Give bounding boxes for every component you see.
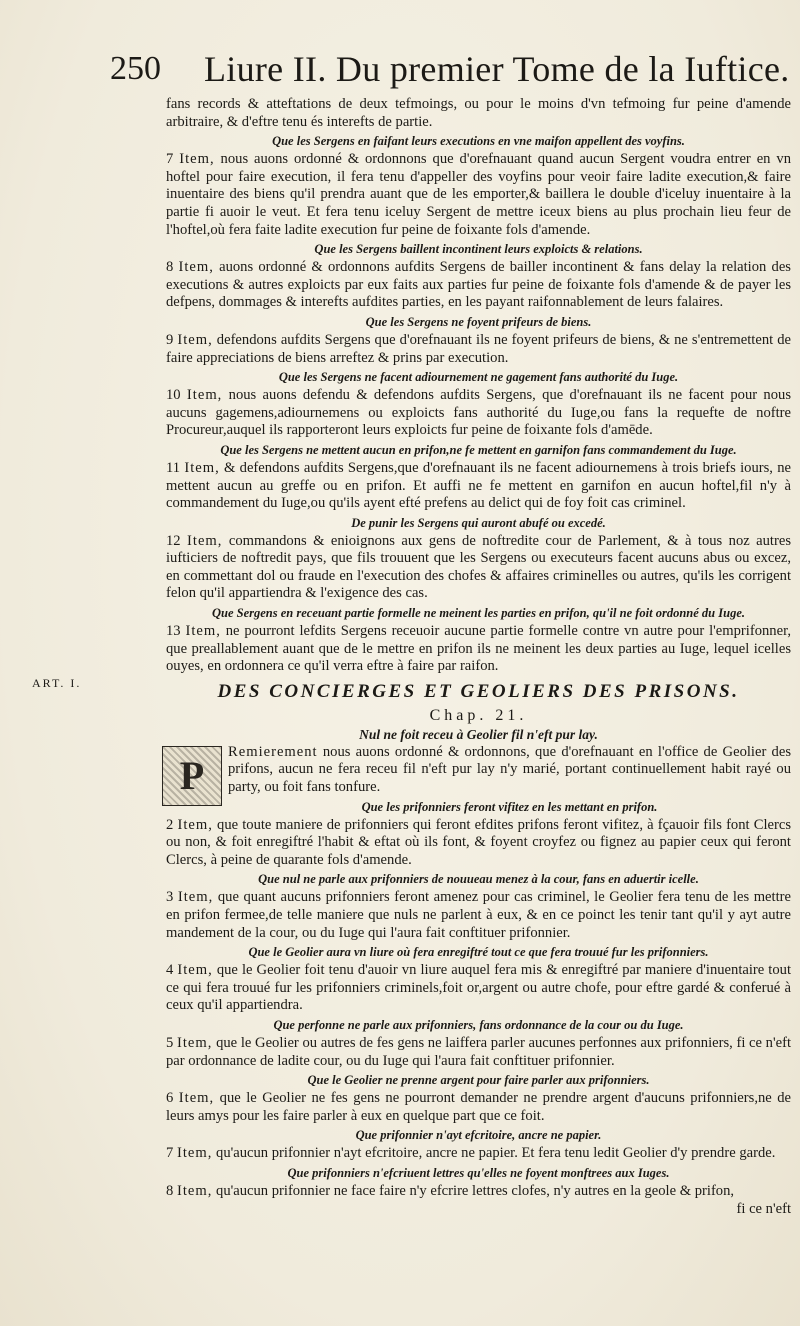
article-number: 10: [166, 387, 181, 404]
article-text: que le Geolier foit tenu d'auoir vn liure auquel fera mis & enregiftré par maniere d'inuentaire tout ce qui fera trouué fur les prifonniers criminels,foit or,argent ou autre chofe, pour eftre gardé & conferué à ceux qu'il appartiendra.: [166, 962, 791, 1014]
article-rubric: Que les Sergens en faifant leurs executions en vne maifon appellent des voyfins.: [272, 134, 685, 149]
page-header: [100, 48, 790, 88]
article-paragraph: [166, 151, 791, 239]
article-text: commandons & enioignons aux gens de noftredite cour de Parlement, & à tous noz autres iufticiers de noftredit pays, que fils trouuent que les Sergens ou executeurs facent aucuns abus ou excez, en commettant dol ou fraude en l'execution des chofes & affaires criminelles ou autres, qu'ils les corrigent felon qu'il appartiendra & l'exigence des cas.: [166, 532, 792, 602]
article-rubric: De punir les Sergens qui auront abufé ou excedé.: [351, 515, 606, 530]
article-number: 7: [166, 151, 174, 168]
article-text: que le Geolier ou autres de fes gens ne laiffera parler aucunes perfonnes aux prifonniers, fi ce n'eft par ordonnance de ladite cour, ou du Iuge qui l'aura fait conftituer prifonnier.: [166, 1034, 792, 1069]
article-paragraph: [166, 623, 791, 676]
article-rubric: Que les Sergens ne mettent aucun en prifon,ne fe mettent en garnifon fans commandement du Iuge.: [220, 442, 737, 457]
article-rubric: Que nul ne parle aux prifonniers de nouueau menez à la cour, fans en aduertir icelle.: [258, 872, 699, 887]
article-paragraph: [166, 962, 791, 1015]
article-paragraph: [166, 1035, 791, 1070]
article-rubric: Que les Sergens ne facent adiournement ne gagement fans authorité du Iuge.: [278, 370, 679, 385]
article-lead-word: Item,: [178, 259, 214, 276]
article-lead-word: Item,: [176, 1034, 213, 1051]
article-number: 11: [166, 459, 181, 476]
article-text: fans records & atteftations de deux tefmoings, ou pour le moins d'vn tefmoing fur peine d'amende arbitraire, & d'eftre tenu és interefts de partie.: [166, 96, 791, 130]
article-number: 3: [166, 889, 174, 906]
article-number: 7: [166, 1145, 174, 1162]
article-paragraph: [166, 387, 791, 440]
article-paragraph: [166, 817, 791, 870]
article-text: que le Geolier ne fes gens ne pourront demander ne prendre argent d'aucuns prifonniers,ne de leurs amys pour les faire parler à eux en quelque part que ce foit.: [166, 1090, 791, 1124]
article-lead-word: Item,: [177, 889, 214, 906]
article-number: 9: [166, 331, 174, 348]
article-rubric: Que le Geolier ne prenne argent pour faire parler aux prifonniers.: [307, 1073, 650, 1088]
article-lead-word: Item,: [179, 151, 215, 168]
article-lead-word: Item,: [177, 331, 213, 348]
article-text: nous auons defendu & defendons aufdits Sergens, que d'orefnauant ils ne facent pour nous aucuns gagemens,adiournemens ou exploicts fans authorité du Iuge,ou fans la requefte de noftre Procureur,auquel ils rapporteront leurs exploicts fur peine de foixante fols d'amēde.: [166, 387, 791, 439]
first-article-paragraph: [166, 744, 791, 797]
article-rubric: Que Sergens en receuant partie formelle ne meinent les parties en prifon, qu'il ne foit ordonné du Iuge.: [211, 606, 745, 621]
article-lead-word: Item,: [184, 459, 220, 476]
article-text: & defendons aufdits Sergens,que d'orefnauant ils ne facent adiournemens à trois briefs iours, ne mettent aucun au greffe ou en prifon. Et auffi ne fe mettent en garnifon en aucun hoftel,fil n'y à commandement du Iuge,ou qu'ils ayent efté prefens au delict qui de foy foit cas criminel.: [166, 459, 791, 512]
article-paragraph: [166, 889, 791, 942]
article-lead-word: Remierement: [228, 743, 318, 760]
running-title: Liure II. Du premier Tome de la Iuftice.: [204, 49, 790, 89]
article-number: 13: [166, 623, 181, 640]
article-text: que quant aucuns prifonniers feront amenez pour cas criminel, le Geolier fera tenu de les mettre en prifon fermee,de telle maniere que nuls ne parlent à eux, & en ce poinct les tenir tant qu'il y ayt autre mandement de la cour, ou du Iuge qui l'aura fait conftituer prifonnier.: [166, 889, 791, 941]
article-paragraph: [166, 1145, 791, 1163]
article-text: defendons aufdits Sergens que d'orefnauant ils ne foyent prifeurs de biens, & ne s'entremettent de faire appreciations de biens arreftez & prins par execution.: [166, 331, 791, 366]
article-text: nous auons ordonné & ordonnons, que d'orefnauant en l'office de Geolier des prifons, aucun ne fera receu fil n'eft pur lay n'y marié, portant continuellement habit rayé ou party, ou foit fans tonfure.: [228, 743, 791, 796]
chapter-rubric: Nul ne foit receu à Geolier fil n'eft pur lay.: [359, 726, 598, 742]
article-rubric: Que prifonniers n'efcriuent lettres qu'elles ne foyent monftrees aux Iuges.: [287, 1165, 670, 1180]
article-lead-word: Item,: [186, 387, 223, 404]
article-text: auons ordonné & ordonnons aufdits Sergens de bailler incontinent & fans delay la relation des executions & autres exploicts par eux faits aux parties fur peine de foixante fols d'amende & de payer les defpens, dommages & interefts aufdites parties, en les payant raifonnablement de leurs falaires.: [166, 259, 791, 311]
article-text: que toute maniere de prifonniers qui feront efdites prifons feront vifitez, à fçauoir fils font Clercs ou non, & foit enregiftré l'habit & eftat où ils font, & foyent croyfez ou fignez au papier ceux qui feront Clercs, à peine de quarante fols d'amende.: [166, 816, 792, 868]
article-lead-word: Item,: [176, 1145, 213, 1162]
article-rubric: Que le Geolier aura vn liure où fera enregiftré tout ce que fera trouué fur les prifonniers.: [248, 945, 709, 960]
article-rubric: Que perfonne ne parle aux prifonniers, fans ordonnance de la cour ou du Iuge.: [273, 1017, 684, 1032]
article-number: 6: [166, 1090, 174, 1107]
article-rubric: Que les Sergens baillent incontinent leurs exploicts & relations.: [314, 242, 643, 257]
article-rubric: Que les Sergens ne foyent prifeurs de biens.: [365, 314, 592, 329]
article-number: 2: [166, 816, 174, 833]
margin-article-label: ART. I.: [32, 676, 82, 690]
chapter-heading: Chap. 21.: [429, 706, 528, 724]
article-text: qu'aucun prifonnier ne face faire n'y efcrire lettres clofes, n'y autres en la geole & prifon,: [216, 1182, 735, 1199]
article-lead-word: Item,: [178, 1090, 215, 1107]
article-paragraph: [166, 96, 791, 131]
article-number: 12: [166, 532, 181, 549]
article-number: 5: [166, 1034, 174, 1051]
article-lead-word: Item,: [185, 623, 221, 640]
article-paragraph: [166, 1183, 791, 1201]
page-number: 250: [110, 50, 161, 87]
article-lead-word: Item,: [177, 816, 213, 833]
article-lead-word: Item,: [187, 532, 223, 549]
article-rubric: Que prifonnier n'ayt efcritoire, ancre ne papier.: [355, 1128, 602, 1143]
article-number: 4: [166, 962, 174, 979]
article-number: 8: [166, 259, 174, 276]
article-number: 8: [166, 1182, 174, 1199]
article-paragraph: [166, 332, 791, 367]
article-paragraph: [166, 1090, 791, 1125]
article-paragraph: [166, 460, 791, 513]
article-text: ne pourront lefdits Sergens receuoir aucune partie formelle contre vn autre pour l'emprifonner, que preallablement auant que de le mettre en prifon ils ne meinent les deux parties au Iuge, lequel icelles ouyes, en ordonnera ce qu'il verra eftre à faire par raifon.: [166, 623, 791, 675]
article-paragraph: [166, 533, 791, 603]
article-lead-word: Item,: [176, 1182, 213, 1199]
article-paragraph: [166, 259, 791, 312]
page-body: [166, 96, 791, 1218]
article-text: qu'aucun prifonnier n'ayt efcritoire, ancre ne papier. Et fera tenu ledit Geolier d'y prendre garde.: [216, 1145, 776, 1162]
article-rubric: Que les prifonniers feront vifitez en les mettant en prifon.: [361, 799, 658, 814]
article-lead-word: Item,: [177, 962, 213, 979]
article-text: nous auons ordonné & ordonnons que d'orefnauant quand aucun Sergent voudra entrer en vn hoftel pour faire execution, il fera tenu d'appeller des voyfins pour veoir faire ladite execution,& faire inuentaire des biens qu'il prendra auant que de les emporter,& baillera le double d'iceluy inuentaire à la partie fi auoir le veut. Et fera tenu iceluy Sergent de mettre iceux biens au plus prochain lieu feur de l'hoftel,où fera faite ladite execution fur peine de foixante fols d'amende.: [166, 151, 791, 238]
catchword: fi ce n'eft: [736, 1200, 791, 1217]
decorated-initial: P: [162, 746, 222, 806]
section-title: DES CONCIERGES ET GEOLIERS DES PRISONS.: [217, 680, 740, 702]
